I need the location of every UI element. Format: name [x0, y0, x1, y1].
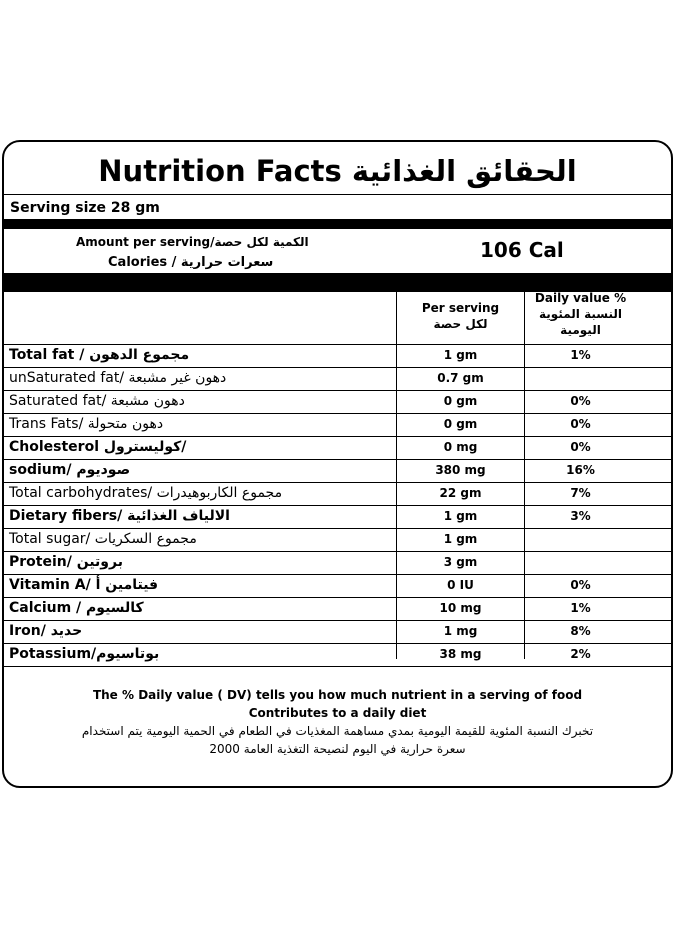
nutrient-amount: 0.7 gm	[437, 371, 484, 385]
table-row	[4, 620, 671, 643]
nutrient-name: Total carbohydrates/ مجموع الكاربوهيدرات	[9, 485, 283, 501]
amount-per-serving: Amount per serving/الكمية لكل حصة	[76, 235, 309, 249]
nutrient-daily-value: 0%	[570, 394, 591, 408]
thick-divider	[4, 219, 671, 229]
table-row	[4, 551, 671, 574]
nutrient-amount: 0 gm	[443, 394, 478, 408]
nutrition-facts-label	[2, 140, 673, 788]
daily-value-header-ar: اليومية	[560, 323, 601, 337]
table-row	[4, 436, 671, 459]
nutrient-name: unSaturated fat/ دهون غير مشبعة	[9, 370, 227, 386]
nutrient-name: Vitamin A/ فيتامين أ	[9, 577, 159, 593]
nutrient-daily-value: 0%	[570, 578, 591, 592]
nutrient-daily-value: 8%	[570, 624, 591, 638]
daily-value-header	[525, 290, 636, 338]
divider	[4, 194, 671, 195]
nutrient-name: Trans Fats/ دهون متحولة	[9, 416, 164, 432]
footer-note-en: The % Daily value ( DV) tells you how much nutrient in a serving of food	[92, 688, 583, 702]
nutrient-name: Iron/ حديد	[9, 623, 83, 639]
nutrient-name: Total sugar/ مجموع السكريات	[9, 531, 197, 547]
nutrient-daily-value: 7%	[570, 486, 591, 500]
nutrient-name: Total fat / مجموع الدهون	[9, 347, 190, 363]
nutrient-amount: 380 mg	[435, 463, 486, 477]
nutrient-amount: 22 gm	[439, 486, 482, 500]
nutrient-daily-value: 1%	[570, 348, 591, 362]
table-row	[4, 505, 671, 528]
nutrient-amount: 1 mg	[443, 624, 478, 638]
table-row	[4, 390, 671, 413]
table-row	[4, 574, 671, 597]
nutrient-amount: 0 IU	[447, 578, 474, 592]
row-divider	[4, 666, 671, 667]
table-row	[4, 367, 671, 390]
nutrient-amount: 1 gm	[443, 348, 478, 362]
nutrient-name: Potassium/بوتاسيوم	[9, 646, 160, 662]
daily-value-header-ar: النسبة المئوية	[539, 307, 622, 321]
table-row	[4, 643, 671, 666]
nutrient-name: Cholesterol كوليسترول/	[9, 439, 187, 455]
daily-value-header-en: Daily value %	[534, 291, 627, 305]
nutrient-amount: 0 mg	[443, 440, 478, 454]
per-serving-header-en: Per serving	[421, 301, 500, 315]
footer-note-en: Contributes to a daily diet	[248, 706, 427, 720]
per-serving-header-ar: لكل حصة	[433, 317, 488, 331]
nutrient-name: Dietary fibers/ الالياف الغذائية	[9, 508, 230, 524]
table-row	[4, 459, 671, 482]
calories-value: 106 Cal	[480, 238, 564, 262]
per-serving-header	[397, 300, 524, 332]
nutrient-name: Protein/ بروتين	[9, 554, 123, 570]
nutrient-amount: 1 gm	[443, 509, 478, 523]
nutrient-daily-value: 0%	[570, 417, 591, 431]
serving-size: Serving size 28 gm	[10, 200, 160, 216]
nutrient-daily-value: 0%	[570, 440, 591, 454]
nutrient-name: sodium/ صوديوم	[9, 462, 131, 478]
footer-note-ar: تخبرك النسبة المئوية للقيمة اليومية بمدي مساهمة المغذيات في الطعام في الحمية اليومية يتم استخدام	[81, 724, 594, 738]
label-title: Nutrition Facts الحقائق الغذائية	[98, 154, 577, 188]
nutrient-daily-value: 3%	[570, 509, 591, 523]
calories-label: Calories / سعرات حرارية	[108, 255, 274, 270]
table-row	[4, 597, 671, 620]
table-row	[4, 344, 671, 367]
nutrient-amount: 3 gm	[443, 555, 478, 569]
nutrient-amount: 1 gm	[443, 532, 478, 546]
footer-note-ar: سعرة حرارية في اليوم لنصيحة التغذية العامة 2000	[209, 742, 466, 756]
nutrient-amount: 0 gm	[443, 417, 478, 431]
nutrient-amount: 10 mg	[439, 601, 482, 615]
nutrient-name: Calcium / كالسيوم	[9, 600, 144, 616]
nutrient-name: Saturated fat/ دهون مشبعة	[9, 393, 185, 409]
table-row	[4, 482, 671, 505]
nutrient-daily-value: 16%	[566, 463, 595, 477]
nutrient-amount: 38 mg	[439, 647, 482, 661]
nutrient-daily-value: 2%	[570, 647, 591, 661]
table-row	[4, 528, 671, 551]
nutrient-daily-value: 1%	[570, 601, 591, 615]
table-row	[4, 413, 671, 436]
